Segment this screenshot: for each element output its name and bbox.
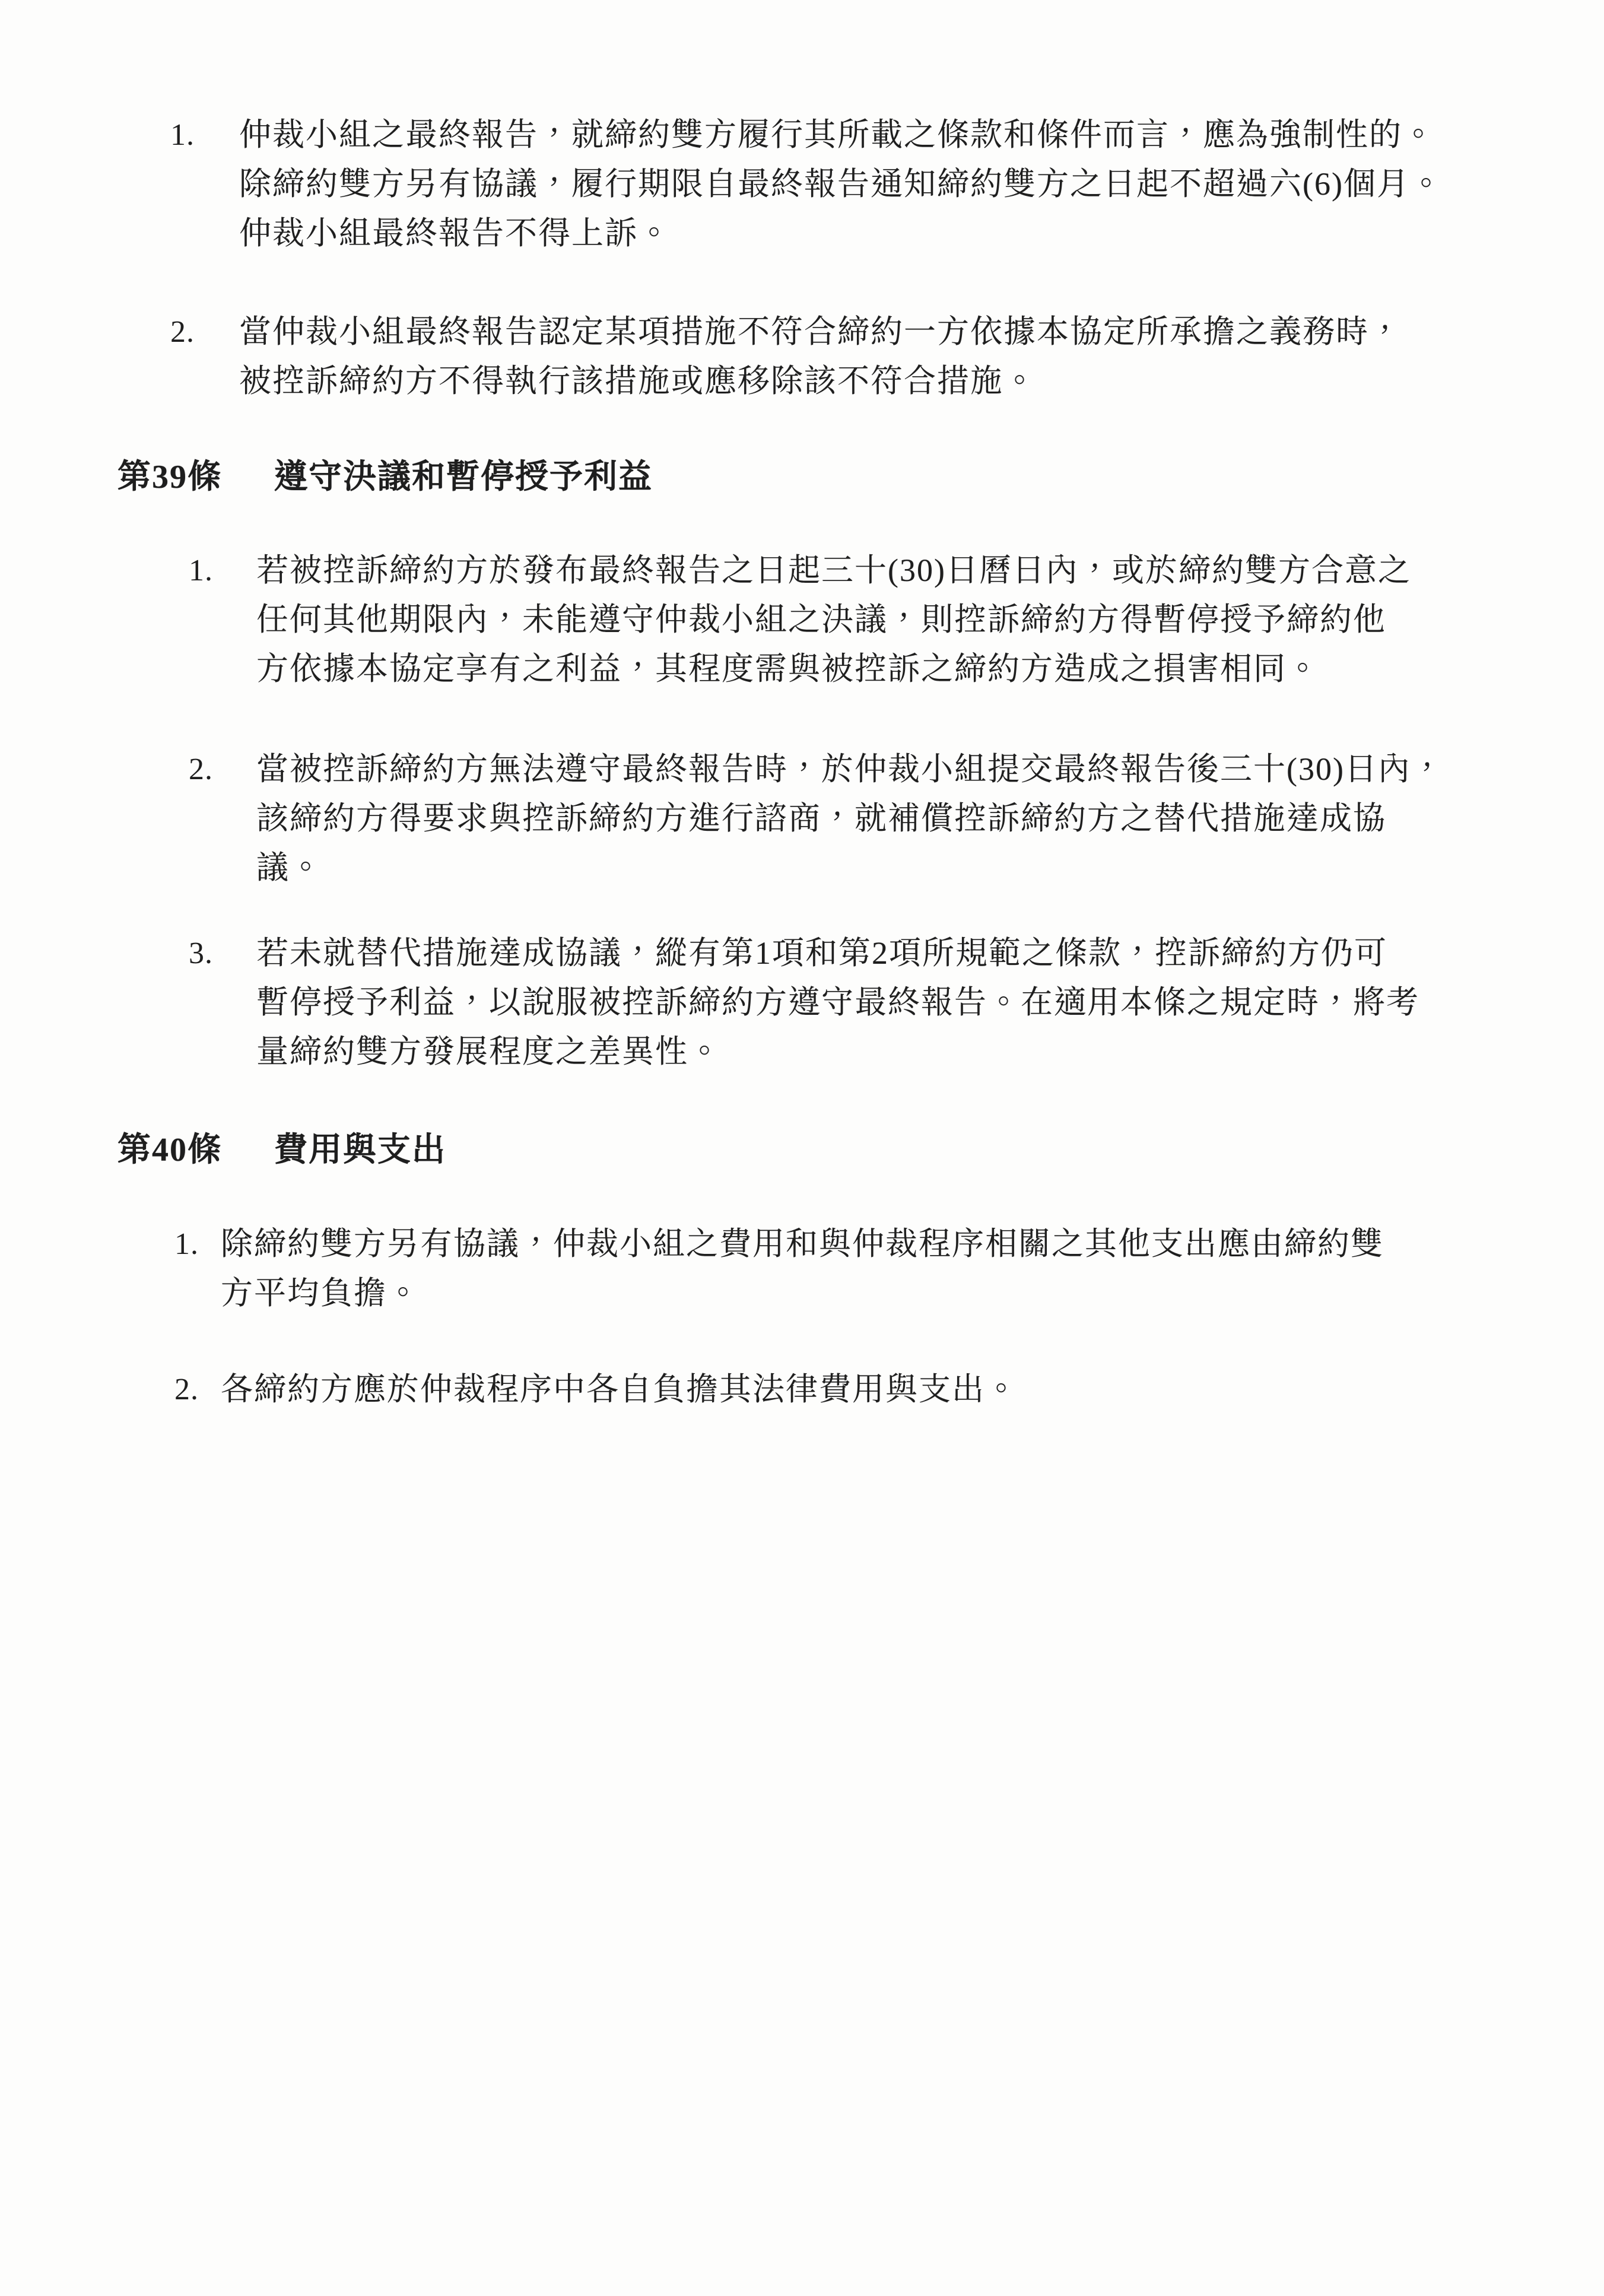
item-text — [256, 929, 1419, 1076]
text-line: 方平均負擔。 — [221, 1275, 420, 1311]
item-number: 1. — [174, 1227, 199, 1261]
text-line: 當被控訴締約方無法遵守最終報告時，於仲裁小組提交最終報告後三十(30)日內， — [256, 751, 1444, 787]
item-number: 2. — [174, 1373, 199, 1406]
text-line: 議。 — [256, 850, 323, 885]
text-line: 暫停授予利益，以說服被控訴締約方遵守最終報告。在適用本條之規定時，將考 — [256, 985, 1419, 1020]
item-text — [256, 745, 1444, 893]
item-text — [221, 1220, 1384, 1318]
item-text — [221, 1365, 1018, 1414]
item-number: 1. — [170, 118, 195, 152]
text-line: 任何其他期限內，未能遵守仲裁小組之決議，則控訴締約方得暫停授予締約他 — [256, 602, 1386, 637]
item-text — [239, 110, 1443, 258]
text-line: 除締約雙方另有協議，仲裁小組之費用和與仲裁程序相關之其他支出應由締約雙 — [221, 1226, 1384, 1262]
article-title: 費用與支出 — [274, 1132, 446, 1168]
item-number: 2. — [189, 752, 213, 786]
text-line: 仲裁小組之最終報告，就締約雙方履行其所載之條款和條件而言，應為強制性的。 — [239, 117, 1435, 153]
item-number: 2. — [170, 315, 195, 349]
text-line: 各締約方應於仲裁程序中各自負擔其法律費用與支出。 — [221, 1371, 1018, 1407]
item-text — [256, 546, 1411, 694]
text-line: 量締約雙方發展程度之差異性。 — [256, 1034, 722, 1069]
item-number: 3. — [189, 936, 213, 970]
text-line: 若被控訴締約方於發布最終報告之日起三十(30)日曆日內，或於締約雙方合意之 — [256, 552, 1411, 588]
text-line: 方依據本協定享有之利益，其程度需與被控訴之締約方造成之損害相同。 — [256, 651, 1320, 687]
text-line: 除締約雙方另有協議，履行期限自最終報告通知締約雙方之日起不超過六(6)個月。 — [239, 166, 1443, 202]
article-number: 第40條 — [117, 1132, 222, 1168]
text-line: 被控訴締約方不得執行該措施或應移除該不符合措施。 — [239, 363, 1037, 399]
item-number: 1. — [189, 554, 213, 588]
text-line: 仲裁小組最終報告不得上訴。 — [239, 215, 671, 251]
text-line: 當仲裁小組最終報告認定某項措施不符合締約一方依據本協定所承擔之義務時， — [239, 314, 1402, 350]
article-title: 遵守決議和暫停授予利益 — [274, 459, 653, 496]
item-text — [239, 307, 1402, 406]
text-line: 若未就替代措施達成協議，縱有第1項和第2項所規範之條款，控訴締約方仍可 — [256, 935, 1387, 971]
text-line: 該締約方得要求與控訴締約方進行諮商，就補償控訴締約方之替代措施達成協 — [256, 801, 1386, 836]
article-number: 第39條 — [117, 459, 222, 496]
